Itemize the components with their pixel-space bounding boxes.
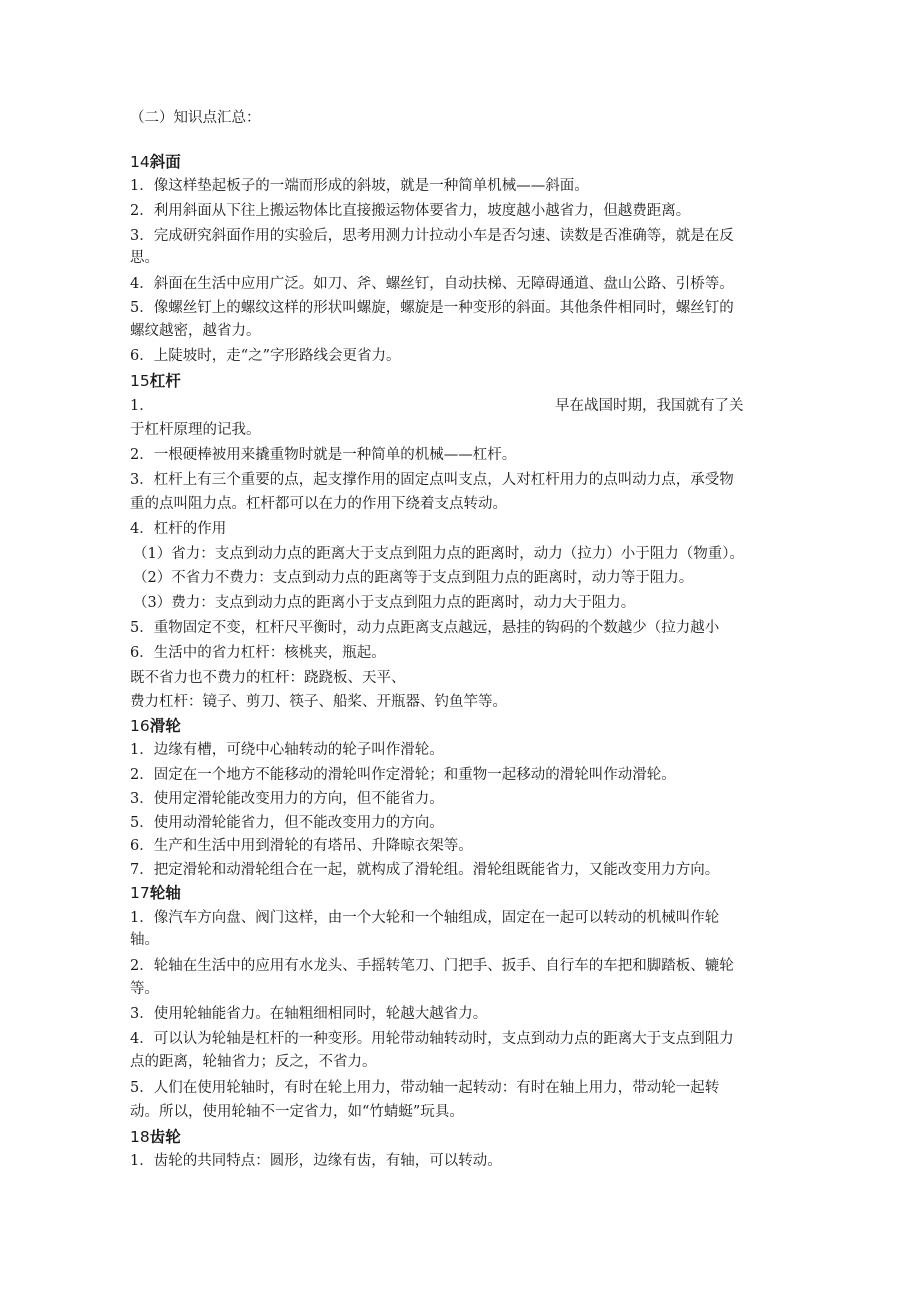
section-title: 滑轮 — [149, 717, 181, 735]
paragraph-line: 2．利用斜面从下往上搬运物体比直接搬运物体要省力，坡度越小越省力，但越费距离。 — [130, 203, 691, 219]
section-title: 轮轴 — [149, 884, 181, 902]
paragraph-line: 动。所以，使用轮轴不一定省力，如“竹蜻蜓”玩具。 — [130, 1104, 464, 1120]
section-title: 齿轮 — [149, 1128, 181, 1146]
paragraph-line: （1）省力：支点到动力点的距离大于支点到阻力点的距离时，动力（拉力）小于阻力（物重）。 — [133, 546, 744, 562]
paragraph-line: 5．重物固定不变，杠杆尺平衡时，动力点距离支点越远，悬挂的钩码的个数越少（拉力越小 — [130, 620, 720, 636]
line-number: 1． — [130, 398, 154, 414]
paragraph-line: 轴。 — [130, 932, 159, 948]
paragraph-line: 4．杠杆的作用 — [130, 521, 227, 537]
section-heading-17 — [130, 883, 780, 903]
paragraph-line: 2．固定在一个地方不能移动的滑轮叫作定滑轮；和重物一起移动的滑轮叫作动滑轮。 — [130, 767, 676, 783]
section-number: 17 — [130, 884, 150, 902]
paragraph-line: 既不省力也不费力的杠杆：跷跷板、天平、 — [130, 670, 406, 686]
section-number: 18 — [130, 1128, 150, 1146]
paragraph-line: （3）费力：支点到动力点的距离小于支点到阻力点的距离时，动力大于阻力。 — [133, 595, 636, 611]
paragraph-line — [130, 396, 780, 416]
paragraph-line: 5．人们在使用轮轴时，有时在轮上用力，带动轴一起转动：有时在轴上用力，带动轮一起转 — [130, 1080, 720, 1096]
paragraph-line: 2．轮轴在生活中的应用有水龙头、手摇转笔刀、门把手、扳手、自行车的车把和脚踏板、辘轮 — [130, 958, 734, 974]
section-title: 杠杆 — [149, 372, 181, 390]
paragraph-line: 7．把定滑轮和动滑轮组合在一起，就构成了滑轮组。滑轮组既能省力，又能改变用力方向。 — [130, 862, 720, 878]
paragraph-line: 5．使用动滑轮能省力，但不能改变用力的方向。 — [130, 815, 444, 831]
paragraph-line: 2．一根硬棒被用来撬重物时就是一种简单的机械——杠杆。 — [130, 447, 517, 463]
section-heading-16 — [130, 716, 780, 736]
paragraph-line: 于杠杆原理的记我。 — [130, 422, 261, 438]
section-heading-15 — [130, 371, 780, 391]
section-number: 16 — [130, 717, 150, 735]
section-heading-18 — [130, 1127, 780, 1147]
paragraph-line: 重的点叫阻力点。杠杆都可以在力的作用下绕着支点转动。 — [130, 496, 507, 512]
paragraph-line: 1．像这样垫起板子的一端而形成的斜坡，就是一种简单机械——斜面。 — [130, 178, 589, 194]
paragraph-line: 6．生活中的省力杠杆：核桃夹，瓶起。 — [130, 645, 386, 661]
paragraph-line: 螺纹越密，越省力。 — [130, 323, 261, 339]
summary-title: （二）知识点汇总： — [130, 110, 261, 126]
paragraph-line: 1．边缘有槽，可绕中心轴转动的轮子叫作滑轮。 — [130, 742, 444, 758]
paragraph-line: （2）不省力不费力：支点到动力点的距离等于支点到阻力点的距离时，动力等于阻力。 — [133, 570, 694, 586]
paragraph-line: 3．完成研究斜面作用的实验后，思考用测力计拉动小车是否匀速、读数是否准确等，就是在反 — [130, 228, 734, 244]
line-fragment: 早在战国时期，我国就有了关 — [555, 398, 744, 414]
paragraph-line: 1．齿轮的共同特点：圆形，边缘有齿，有轴，可以转动。 — [130, 1153, 502, 1169]
paragraph-line: 3．杠杆上有三个重要的点，起支撑作用的固定点叫支点，人对杠杆用力的点叫动力点，承受物 — [130, 472, 734, 488]
section-heading-14 — [130, 152, 780, 172]
paragraph-line: 等。 — [130, 981, 159, 997]
paragraph-line: 3．使用定滑轮能改变用力的方向，但不能省力。 — [130, 791, 444, 807]
paragraph-line: 6．上陡坡时，走“之”字形路线会更省力。 — [130, 348, 401, 364]
paragraph-line: 费力杠杆：镜子、剪刀、筷子、船桨、开瓶器、钓鱼竿等。 — [130, 694, 507, 710]
paragraph-line: 5．像螺丝钉上的螺纹这样的形状叫螺旋，螺旋是一种变形的斜面。其他条件相同时，螺丝钉的 — [130, 300, 734, 316]
section-number: 15 — [130, 372, 150, 390]
section-number: 14 — [130, 153, 150, 171]
paragraph-line: 4．斜面在生活中应用广泛。如刀、斧、螺丝钉，自动扶梯、无障碍通道、盘山公路、引桥等。 — [130, 276, 734, 292]
paragraph-line: 3．使用轮轴能省力。在轴粗细相同时，轮越大越省力。 — [130, 1006, 488, 1022]
paragraph-line: 1．像汽车方向盘、阀门这样，由一个大轮和一个轴组成，固定在一起可以转动的机械叫作轮 — [130, 910, 720, 926]
paragraph-line: 4．可以认为轮轴是杠杆的一种变形。用轮带动轴转动时，支点到动力点的距离大于支点到阻力 — [130, 1031, 734, 1047]
paragraph-line: 6．生产和生活中用到滑轮的有塔吊、升降晾衣架等。 — [130, 838, 473, 854]
paragraph-line: 点的距离，轮轴省力；反之，不省力。 — [130, 1054, 377, 1070]
section-title: 斜面 — [149, 153, 181, 171]
paragraph-line: 思。 — [130, 250, 159, 266]
